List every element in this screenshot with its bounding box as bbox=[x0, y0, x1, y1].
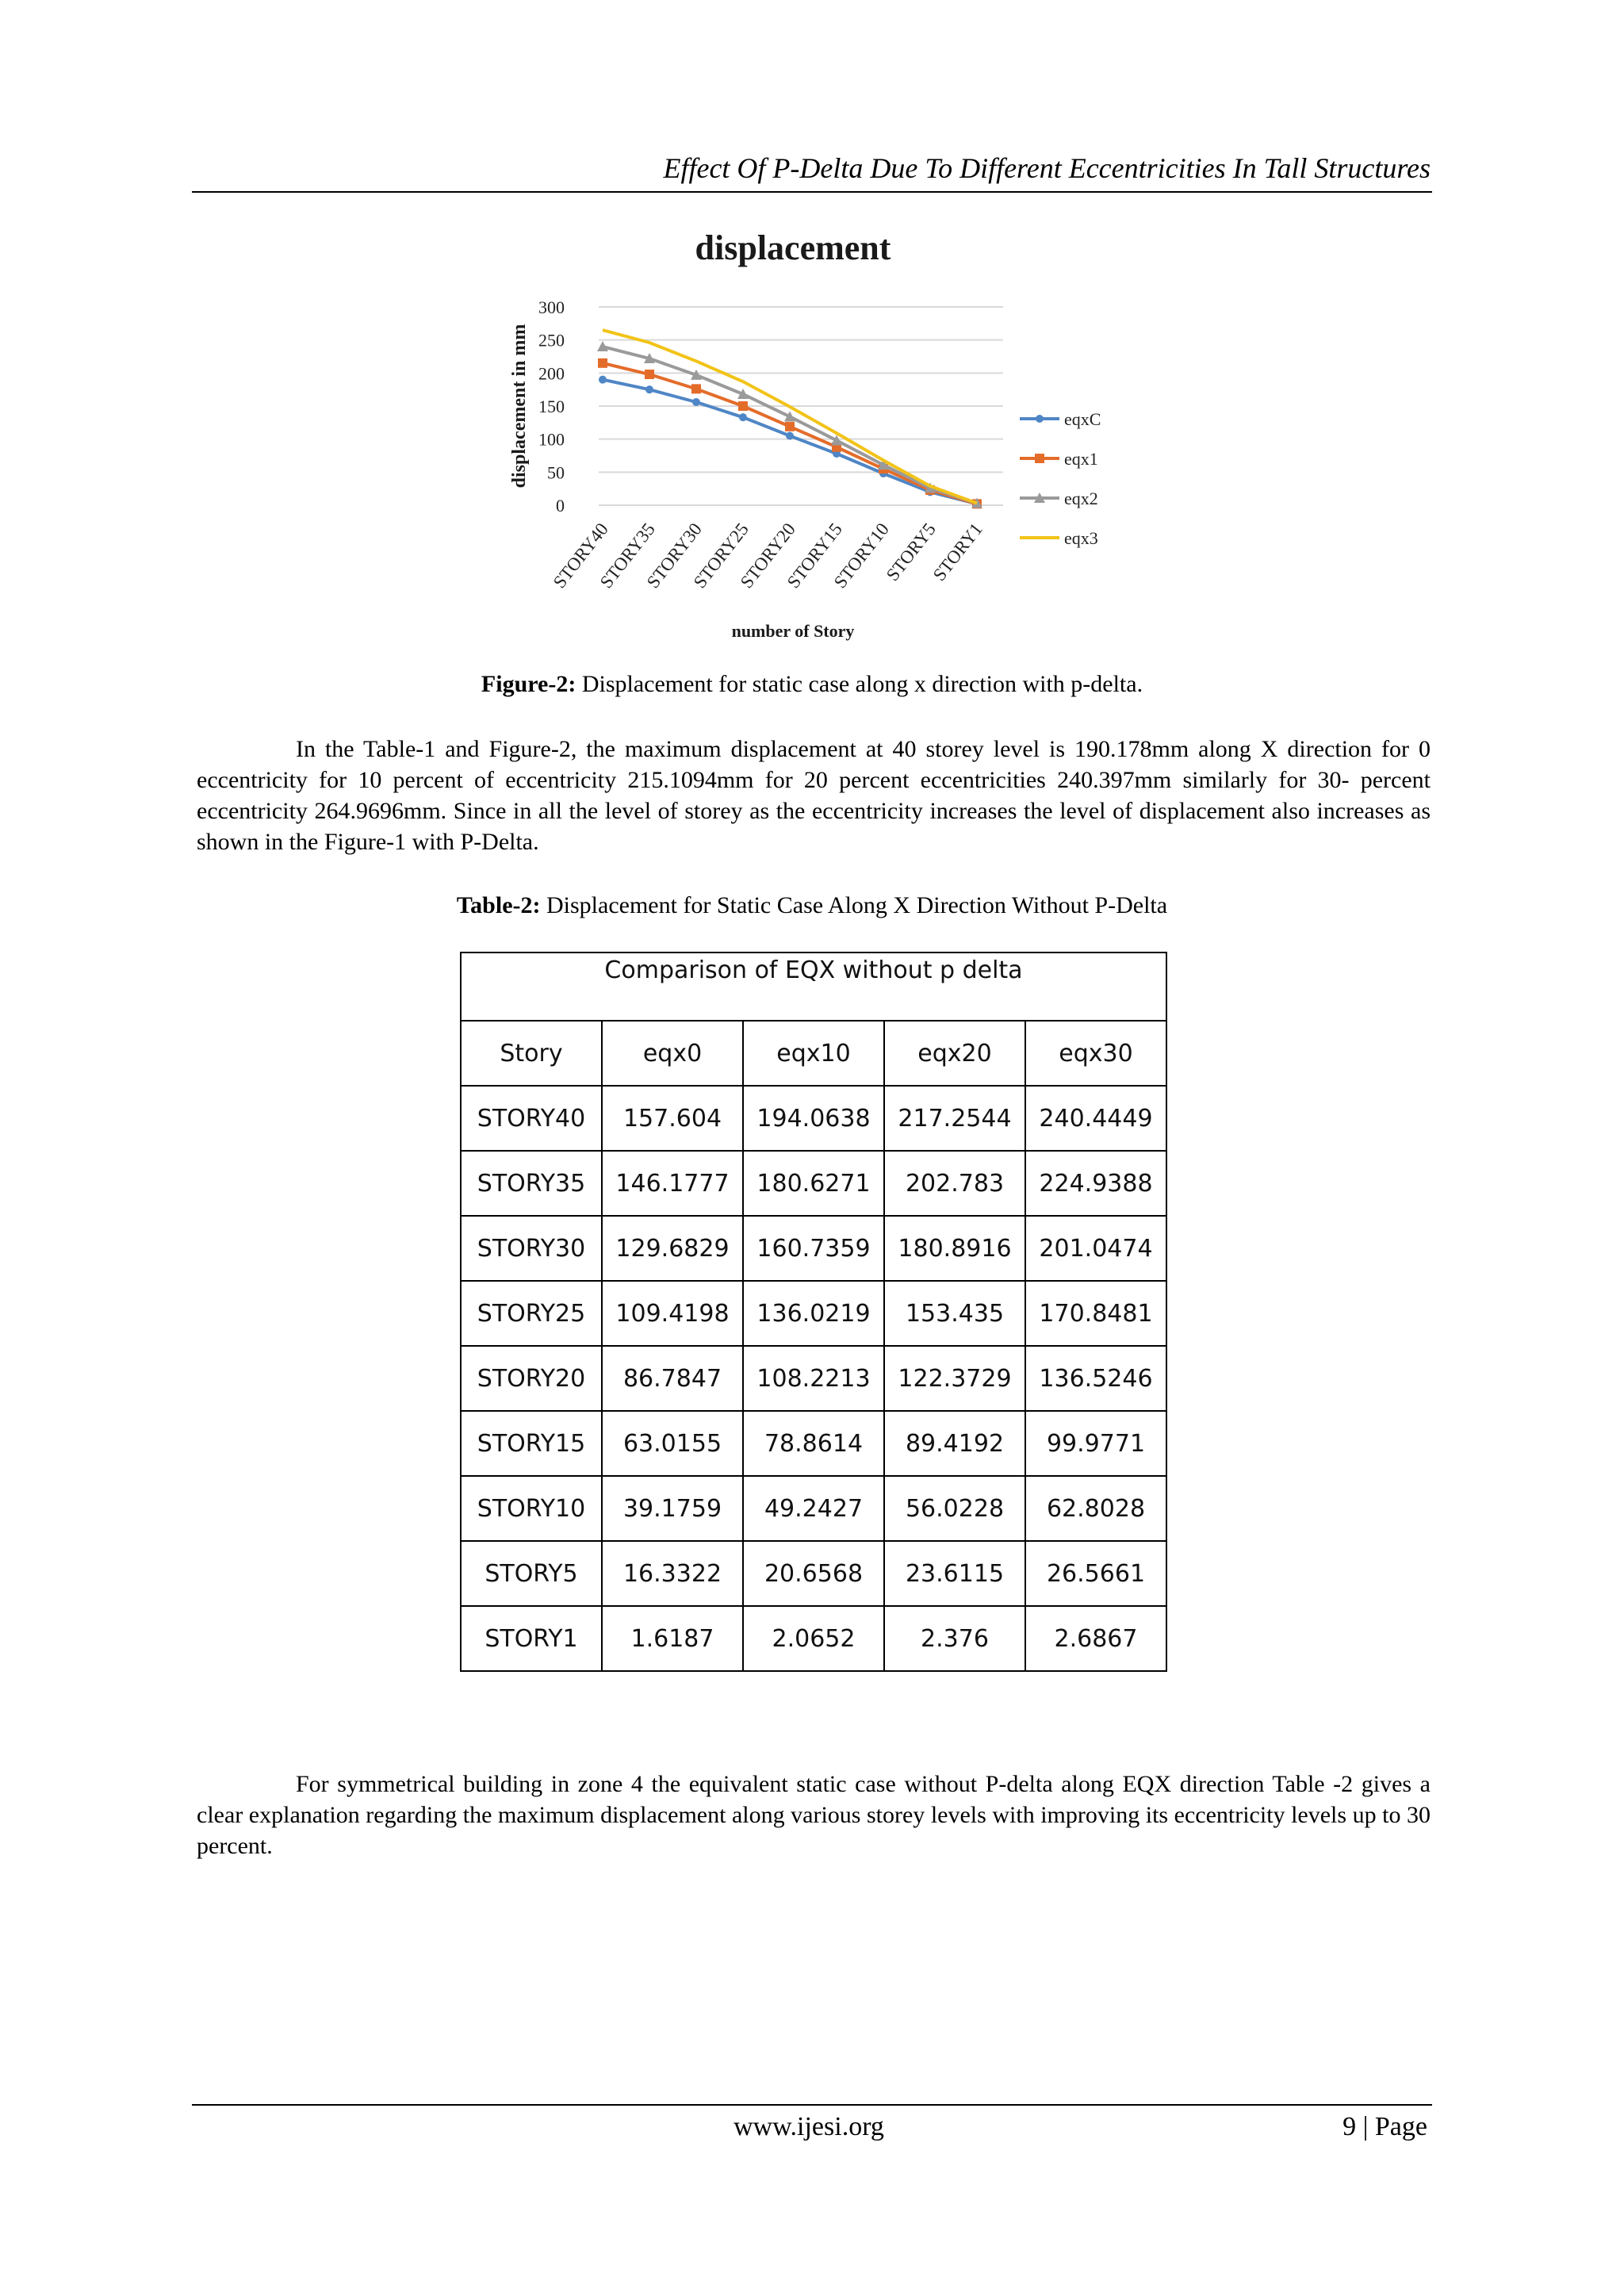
value-cell: 136.0219 bbox=[743, 1281, 884, 1346]
story-cell: STORY15 bbox=[461, 1411, 602, 1476]
value-cell: 108.2213 bbox=[743, 1346, 884, 1411]
running-header: Effect Of P-Delta Due To Different Eccentricities In Tall Structures bbox=[663, 152, 1431, 184]
story-cell: STORY1 bbox=[461, 1606, 602, 1671]
legend-label: eqx2 bbox=[1064, 489, 1098, 508]
table-row bbox=[461, 1216, 1166, 1281]
value-cell: 170.8481 bbox=[1025, 1281, 1166, 1346]
value-cell: 136.5246 bbox=[1025, 1346, 1166, 1411]
x-tick-label: STORY35 bbox=[596, 519, 659, 592]
y-tick-label: 150 bbox=[538, 397, 565, 416]
value-cell: 78.8614 bbox=[743, 1411, 884, 1476]
column-header: eqx10 bbox=[743, 1021, 884, 1086]
data-point bbox=[739, 413, 747, 421]
table-title-row bbox=[461, 953, 1166, 1021]
displacement-chart bbox=[492, 218, 1126, 662]
column-header: eqx30 bbox=[1025, 1021, 1166, 1086]
value-cell: 62.8028 bbox=[1025, 1476, 1166, 1541]
value-cell: 129.6829 bbox=[602, 1216, 743, 1281]
value-cell: 146.1777 bbox=[602, 1151, 743, 1216]
value-cell: 202.783 bbox=[884, 1151, 1025, 1216]
table-row bbox=[461, 1541, 1166, 1606]
value-cell: 2.6867 bbox=[1025, 1606, 1166, 1671]
table-title: Comparison of EQX without p delta bbox=[461, 953, 1166, 1021]
legend-marker bbox=[1035, 454, 1044, 463]
data-point bbox=[599, 376, 607, 384]
y-tick-label: 250 bbox=[538, 330, 565, 351]
data-point bbox=[691, 384, 701, 393]
x-tick-label: STORY10 bbox=[829, 519, 893, 592]
value-cell: 217.2544 bbox=[884, 1086, 1025, 1151]
data-point bbox=[785, 422, 795, 431]
y-tick-label: 50 bbox=[547, 462, 565, 483]
story-cell: STORY25 bbox=[461, 1281, 602, 1346]
header-rule bbox=[192, 191, 1432, 193]
data-point bbox=[598, 358, 607, 368]
paragraph-1: In the Table-1 and Figure-2, the maximum displacement at 40 storey level is 190.178mm along X direction for 0 eccentricity for 10 percent of eccentricity 215.1094mm for 20 percent eccentricities 240.397mm similarly for 30- percent eccentricity 264.9696mm. Since in all the level of storey as the eccentricity increases the level of displacement also increases as shown in the Figure-1 with P-Delta. bbox=[197, 736, 1431, 855]
value-cell: 160.7359 bbox=[743, 1216, 884, 1281]
y-tick-label: 100 bbox=[538, 429, 565, 450]
x-axis-label: number of Story bbox=[731, 621, 855, 641]
x-tick-label: STORY15 bbox=[783, 519, 846, 592]
story-cell: STORY20 bbox=[461, 1346, 602, 1411]
data-point bbox=[645, 370, 654, 379]
table-row bbox=[461, 1086, 1166, 1151]
table-row bbox=[461, 1151, 1166, 1216]
table-row bbox=[461, 1606, 1166, 1671]
figure-2-label: Figure-2: bbox=[481, 671, 576, 697]
paragraph-2: For symmetrical building in zone 4 the equivalent static case without P-delta along EQX direction Table -2 gives a clear explanation regarding the maximum displacement along various storey levels with improving its eccentricity levels up to 30 percent. bbox=[197, 1771, 1431, 1859]
x-tick-label: STORY40 bbox=[549, 519, 612, 592]
figure-2-text: Displacement for static case along x direction with p-delta. bbox=[576, 671, 1143, 697]
value-cell: 224.9388 bbox=[1025, 1151, 1166, 1216]
value-cell: 56.0228 bbox=[884, 1476, 1025, 1541]
value-cell: 99.9771 bbox=[1025, 1411, 1166, 1476]
table-row bbox=[461, 1476, 1166, 1541]
value-cell: 240.4449 bbox=[1025, 1086, 1166, 1151]
x-tick-label: STORY25 bbox=[689, 519, 753, 592]
story-cell: STORY35 bbox=[461, 1151, 602, 1216]
legend-label: eqxC bbox=[1064, 409, 1101, 429]
value-cell: 2.376 bbox=[884, 1606, 1025, 1671]
story-cell: STORY5 bbox=[461, 1541, 602, 1606]
legend-marker bbox=[1036, 415, 1044, 423]
value-cell: 26.5661 bbox=[1025, 1541, 1166, 1606]
figure-2-caption bbox=[192, 669, 1432, 700]
footer-site: www.ijesi.org bbox=[733, 2112, 884, 2141]
value-cell: 63.0155 bbox=[602, 1411, 743, 1476]
story-cell: STORY40 bbox=[461, 1086, 602, 1151]
y-tick-label: 0 bbox=[556, 496, 565, 516]
data-point bbox=[645, 385, 653, 393]
legend-label: eqx3 bbox=[1064, 528, 1098, 548]
x-tick-label: STORY20 bbox=[736, 519, 799, 592]
value-cell: 89.4192 bbox=[884, 1411, 1025, 1476]
value-cell: 109.4198 bbox=[602, 1281, 743, 1346]
value-cell: 16.3322 bbox=[602, 1541, 743, 1606]
table-row bbox=[461, 1281, 1166, 1346]
table-2-label: Table-2: bbox=[456, 892, 541, 918]
table-2 bbox=[460, 952, 1167, 1672]
y-axis-label: displacement in mm bbox=[509, 324, 530, 489]
value-cell: 2.0652 bbox=[743, 1606, 884, 1671]
data-point bbox=[738, 401, 748, 411]
column-header: Story bbox=[461, 1021, 602, 1086]
value-cell: 180.6271 bbox=[743, 1151, 884, 1216]
footer-rule bbox=[192, 2104, 1432, 2106]
x-tick-label: STORY30 bbox=[642, 519, 706, 592]
data-point bbox=[692, 398, 700, 406]
column-header: eqx20 bbox=[884, 1021, 1025, 1086]
table-row bbox=[461, 1411, 1166, 1476]
value-cell: 49.2427 bbox=[743, 1476, 884, 1541]
table-2-text: Displacement for Static Case Along X Direction Without P-Delta bbox=[540, 892, 1168, 918]
value-cell: 122.3729 bbox=[884, 1346, 1025, 1411]
footer-page-number: 9 | Page bbox=[1342, 2112, 1427, 2141]
value-cell: 157.604 bbox=[602, 1086, 743, 1151]
table-2-caption bbox=[192, 890, 1432, 922]
story-cell: STORY10 bbox=[461, 1476, 602, 1541]
value-cell: 1.6187 bbox=[602, 1606, 743, 1671]
value-cell: 153.435 bbox=[884, 1281, 1025, 1346]
column-header: eqx0 bbox=[602, 1021, 743, 1086]
x-tick-label: STORY1 bbox=[929, 519, 986, 585]
value-cell: 23.6115 bbox=[884, 1541, 1025, 1606]
table-header-row bbox=[461, 1021, 1166, 1086]
y-tick-label: 300 bbox=[538, 297, 565, 317]
value-cell: 20.6568 bbox=[743, 1541, 884, 1606]
value-cell: 201.0474 bbox=[1025, 1216, 1166, 1281]
value-cell: 86.7847 bbox=[602, 1346, 743, 1411]
story-cell: STORY30 bbox=[461, 1216, 602, 1281]
value-cell: 180.8916 bbox=[884, 1216, 1025, 1281]
value-cell: 194.0638 bbox=[743, 1086, 884, 1151]
y-tick-label: 200 bbox=[538, 363, 565, 384]
x-tick-label: STORY5 bbox=[882, 519, 940, 585]
table-row bbox=[461, 1346, 1166, 1411]
data-point bbox=[786, 432, 794, 440]
value-cell: 39.1759 bbox=[602, 1476, 743, 1541]
chart-title: displacement bbox=[695, 228, 891, 267]
legend-label: eqx1 bbox=[1064, 449, 1098, 469]
